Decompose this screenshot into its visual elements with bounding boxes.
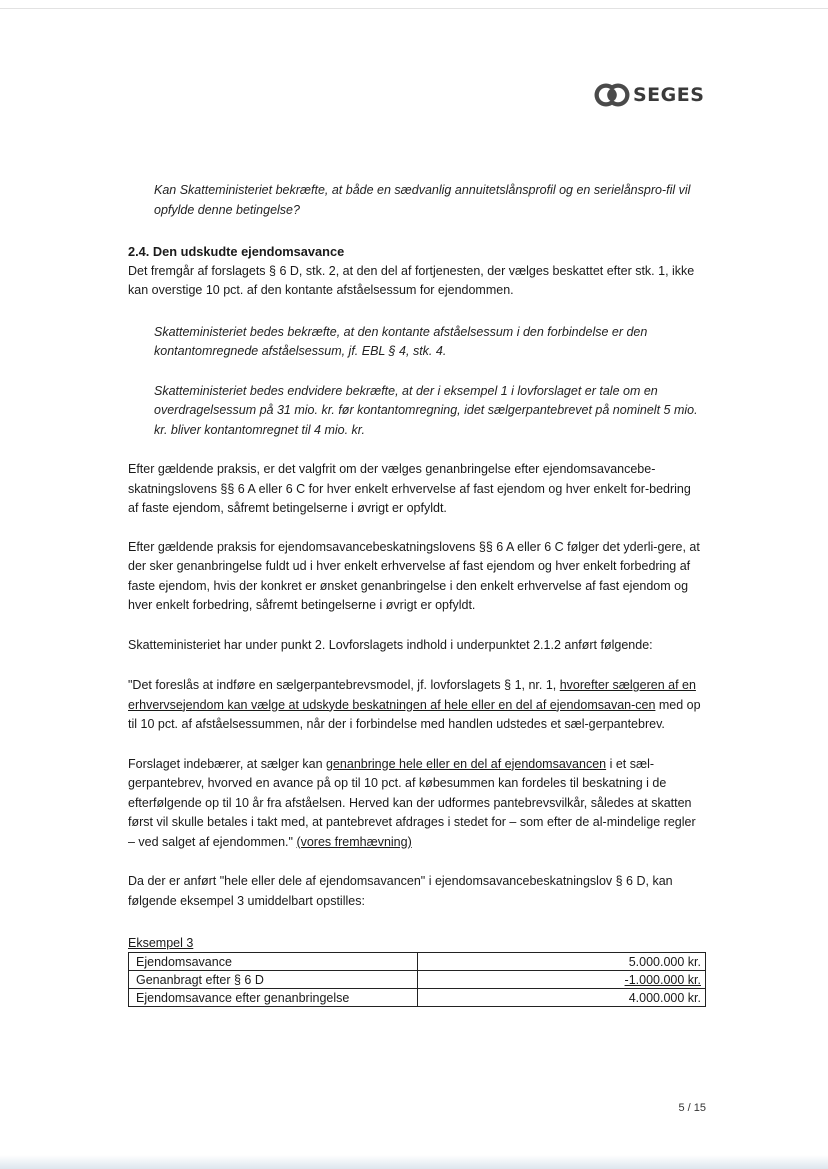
quote-paragraph-1 <box>128 676 704 735</box>
quote2-after: i et sæl-gerpantebrev, hvorved en avance på op til 10 pct. af købesummen kan fordeles til beskatning i de efterfølgende op til 10 år fra afståelsen. Herved kan der udformes pantebrevsvilkår, således at skatten først vil skulle betales i takt med, at pantebrevet afdrages i stedet for – som efter de al-mindelige regler – ved salget af ejendommen." <box>128 756 696 849</box>
emphasis-note: (vores fremhævning) <box>296 834 412 849</box>
table-row <box>129 971 706 989</box>
example-intro: Da der er anført "hele eller dele af ejendomsavancen" i ejendomsavancebeskatningslov § 6 D, kan følgende eksempel 3 umiddelbart opstilles: <box>128 874 673 908</box>
example-title: Eksempel 3 <box>128 936 194 950</box>
quote1-after: med op til 10 pct. af afståelsessummen, når der i forbindelse med handlen udstedes et sæl-gerpantebrev. <box>128 697 701 731</box>
question-2: Skatteministeriet bedes endvidere bekræfte, at der i eksempel 1 i lovforslaget er tale om en overdragelsessum på 31 mio. kr. før kontantomregning, idet sælgerpantebrevet på nominelt 5 mio. kr. bliver kontantomregnet til 4 mio. kr. <box>154 383 698 437</box>
document-body <box>128 181 704 1007</box>
table-row <box>129 953 706 971</box>
question-1: Skatteministeriet bedes bekræfte, at den kontante afståelsessum i den forbindelse er den kontantomregnede afståelsessum, jf. EBL § 4, stk. 4. <box>154 324 648 358</box>
quote2-underlined: genanbringe hele eller en del af ejendomsavancen <box>326 756 607 771</box>
paragraph-ministry-ref: Skatteministeriet har under punkt 2. Lovforslagets indhold i underpunktet 2.1.2 anført følgende: <box>128 637 653 652</box>
row-label: Ejendomsavance efter genanbringelse <box>129 989 418 1007</box>
row-value: 5.000.000 kr. <box>418 953 706 971</box>
section-body: Det fremgår af forslagets § 6 D, stk. 2, at den del af fortjenesten, der vælges beskattet efter stk. 1, ikke kan overstige 10 pct. af den kontante afståelsessum for ejendommen. <box>128 263 695 297</box>
page-number: 5 / 15 <box>678 1102 706 1114</box>
top-divider <box>0 8 828 9</box>
bottom-edge <box>0 1155 828 1169</box>
row-value: 4.000.000 kr. <box>418 989 706 1007</box>
quote1-underlined: hvorefter sælgeren af en erhvervsejendom kan vælge at udskyde beskatningen af hele eller en del af ejendomsavan-cen <box>128 678 696 712</box>
row-label: Genanbragt efter § 6 D <box>129 971 418 989</box>
logo-text: SEGES <box>633 84 705 106</box>
quote1-before: "Det foreslås at indføre en sælgerpantebrevsmodel, jf. lovforslagets § 1, nr. 1, <box>128 678 560 692</box>
example-table <box>128 952 706 1007</box>
quote-paragraph-2 <box>128 755 704 853</box>
paragraph-practice-full: Efter gældende praksis for ejendomsavancebeskatningslovens §§ 6 A eller 6 C følger det yderli-gere, at der sker genanbringelse fuldt ud i hver enkelt erhvervelse af fast ejendom og hver enkelt forbedring af faste ejendom, hvis der konkret er ønsket genanbringelse i den enkelt erhvervelse af fast ejendom og hver enkelt forbedring, såfremt betingelserne i øvrigt er opfyldt. <box>128 539 700 612</box>
seges-logo <box>593 81 704 109</box>
row-label: Ejendomsavance <box>129 953 418 971</box>
intro-question: Kan Skatteministeriet bekræfte, at både en sædvanlig annuitetslånsprofil og en serielånspro-fil vil opfylde denne betingelse? <box>154 183 691 217</box>
seges-logo-icon <box>593 82 631 108</box>
paragraph-practice-choice: Efter gældende praksis, er det valgfrit om der vælges genanbringelse efter ejendomsavancebe-skatningslovens §§ 6 A eller 6 C for hver enkelt erhvervelse af fast ejendom og hver enkelt for-bedring af faste ejendom, såfremt betingelserne i øvrigt er opfyldt. <box>128 462 691 515</box>
row-value: -1.000.000 kr. <box>418 971 706 989</box>
table-row <box>129 989 706 1007</box>
quote2-before: Forslaget indebærer, at sælger kan <box>128 756 327 771</box>
section-heading: 2.4. Den udskudte ejendomsavance <box>128 244 345 259</box>
